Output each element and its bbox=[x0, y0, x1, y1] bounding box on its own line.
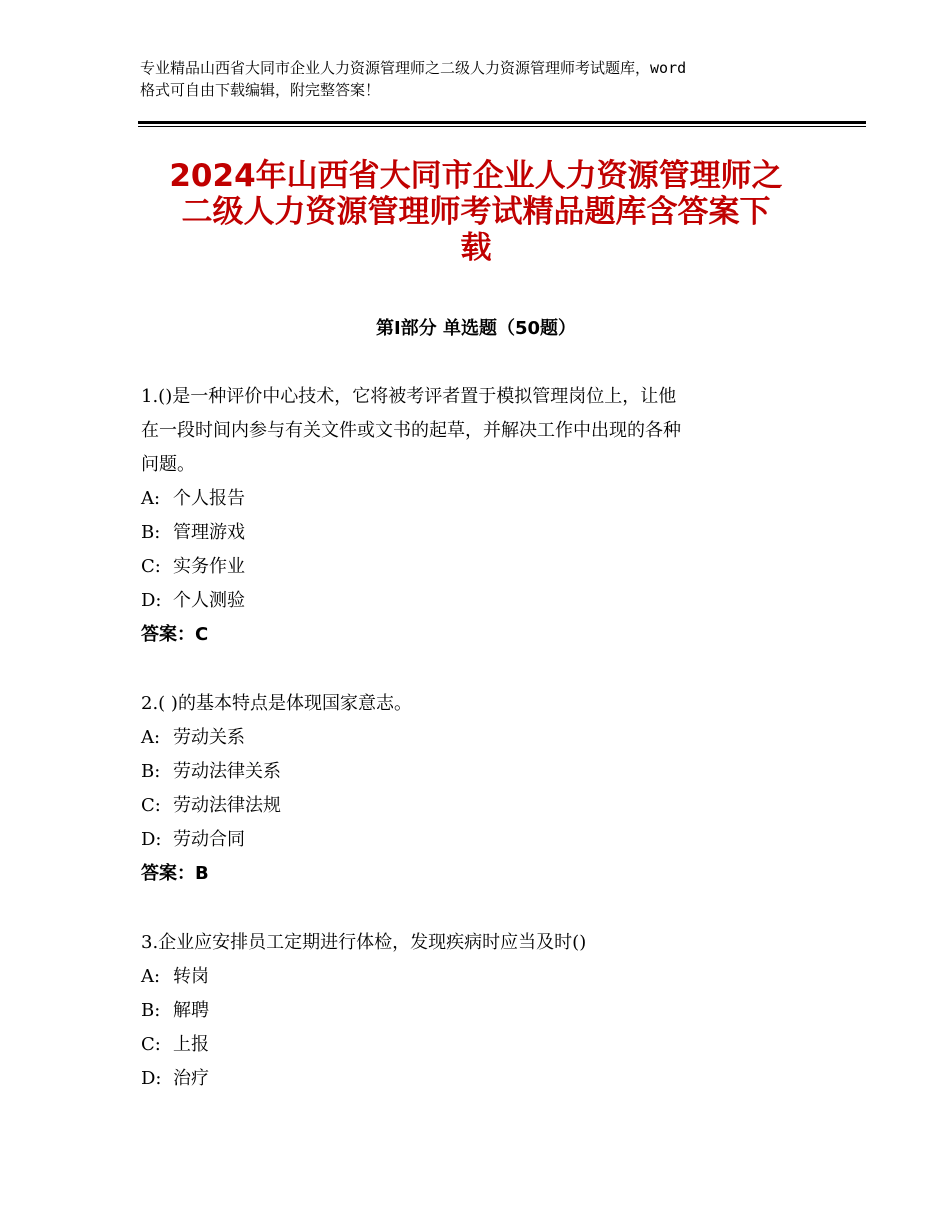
question-answer: 答案：C bbox=[141, 624, 209, 645]
question-option-d bbox=[141, 584, 821, 618]
document-title-line: 二级人力资源管理师考试精品题库含答案下 bbox=[181, 194, 771, 230]
header-divider-thick bbox=[138, 121, 866, 124]
option-text: 个人测验 bbox=[173, 590, 245, 611]
question-item bbox=[141, 926, 821, 1096]
question-stem-line: 2.( )的基本特点是体现国家意志。 bbox=[141, 693, 412, 714]
option-key: A: bbox=[141, 727, 161, 748]
question-option-c bbox=[141, 789, 821, 823]
question-stem-line: 在一段时间内参与有关文件或文书的起草，并解决工作中出现的各种 bbox=[141, 420, 681, 441]
question-item bbox=[141, 380, 821, 652]
question-option-d bbox=[141, 823, 821, 857]
question-stem bbox=[141, 380, 821, 482]
question-list bbox=[141, 380, 821, 1096]
option-text: 劳动关系 bbox=[173, 727, 245, 748]
document-title bbox=[138, 158, 814, 266]
header-note-line: 格式可自由下载编辑，附完整答案！ bbox=[140, 81, 381, 99]
option-key: B: bbox=[141, 1000, 161, 1021]
question-item bbox=[141, 687, 821, 891]
option-text: 上报 bbox=[173, 1034, 209, 1055]
header-note bbox=[140, 57, 830, 101]
option-key: C: bbox=[141, 556, 161, 577]
option-key: D: bbox=[141, 1068, 162, 1089]
option-text: 个人报告 bbox=[173, 488, 245, 509]
option-text: 治疗 bbox=[173, 1068, 209, 1089]
question-option-b bbox=[141, 994, 821, 1028]
option-key: D: bbox=[141, 590, 162, 611]
question-stem-line: 3.企业应安排员工定期进行体检，发现疾病时应当及时() bbox=[141, 932, 587, 953]
document-title-line: 2024年山西省大同市企业人力资源管理师之 bbox=[169, 158, 783, 194]
question-option-d bbox=[141, 1062, 821, 1096]
header-note-line: 专业精品山西省大同市企业人力资源管理师之二级人力资源管理师考试题库，word bbox=[140, 59, 687, 77]
option-text: 劳动法律法规 bbox=[173, 795, 281, 816]
option-key: A: bbox=[141, 966, 161, 987]
question-spacer bbox=[141, 891, 821, 926]
option-text: 劳动合同 bbox=[173, 829, 245, 850]
option-key: B: bbox=[141, 522, 161, 543]
option-key: B: bbox=[141, 761, 161, 782]
option-key: C: bbox=[141, 1034, 161, 1055]
header-divider-thin bbox=[138, 126, 866, 127]
option-text: 实务作业 bbox=[173, 556, 245, 577]
question-answer: 答案：B bbox=[141, 863, 209, 884]
option-key: C: bbox=[141, 795, 161, 816]
option-text: 解聘 bbox=[173, 1000, 209, 1021]
question-stem bbox=[141, 687, 821, 721]
question-option-c bbox=[141, 550, 821, 584]
question-option-a bbox=[141, 482, 821, 516]
question-option-a bbox=[141, 721, 821, 755]
question-stem bbox=[141, 926, 821, 960]
question-spacer bbox=[141, 652, 821, 687]
section-title: 第Ⅰ部分 单选题（50题） bbox=[375, 318, 576, 339]
question-option-c bbox=[141, 1028, 821, 1062]
question-stem-line: 问题。 bbox=[141, 454, 195, 475]
option-key: D: bbox=[141, 829, 162, 850]
option-key: A: bbox=[141, 488, 161, 509]
question-option-b bbox=[141, 516, 821, 550]
option-text: 转岗 bbox=[173, 966, 209, 987]
question-option-b bbox=[141, 755, 821, 789]
option-text: 劳动法律关系 bbox=[173, 761, 281, 782]
question-stem-line: 1.()是一种评价中心技术，它将被考评者置于模拟管理岗位上，让他 bbox=[141, 386, 677, 407]
option-text: 管理游戏 bbox=[173, 522, 245, 543]
document-title-line: 载 bbox=[460, 230, 492, 266]
question-option-a bbox=[141, 960, 821, 994]
